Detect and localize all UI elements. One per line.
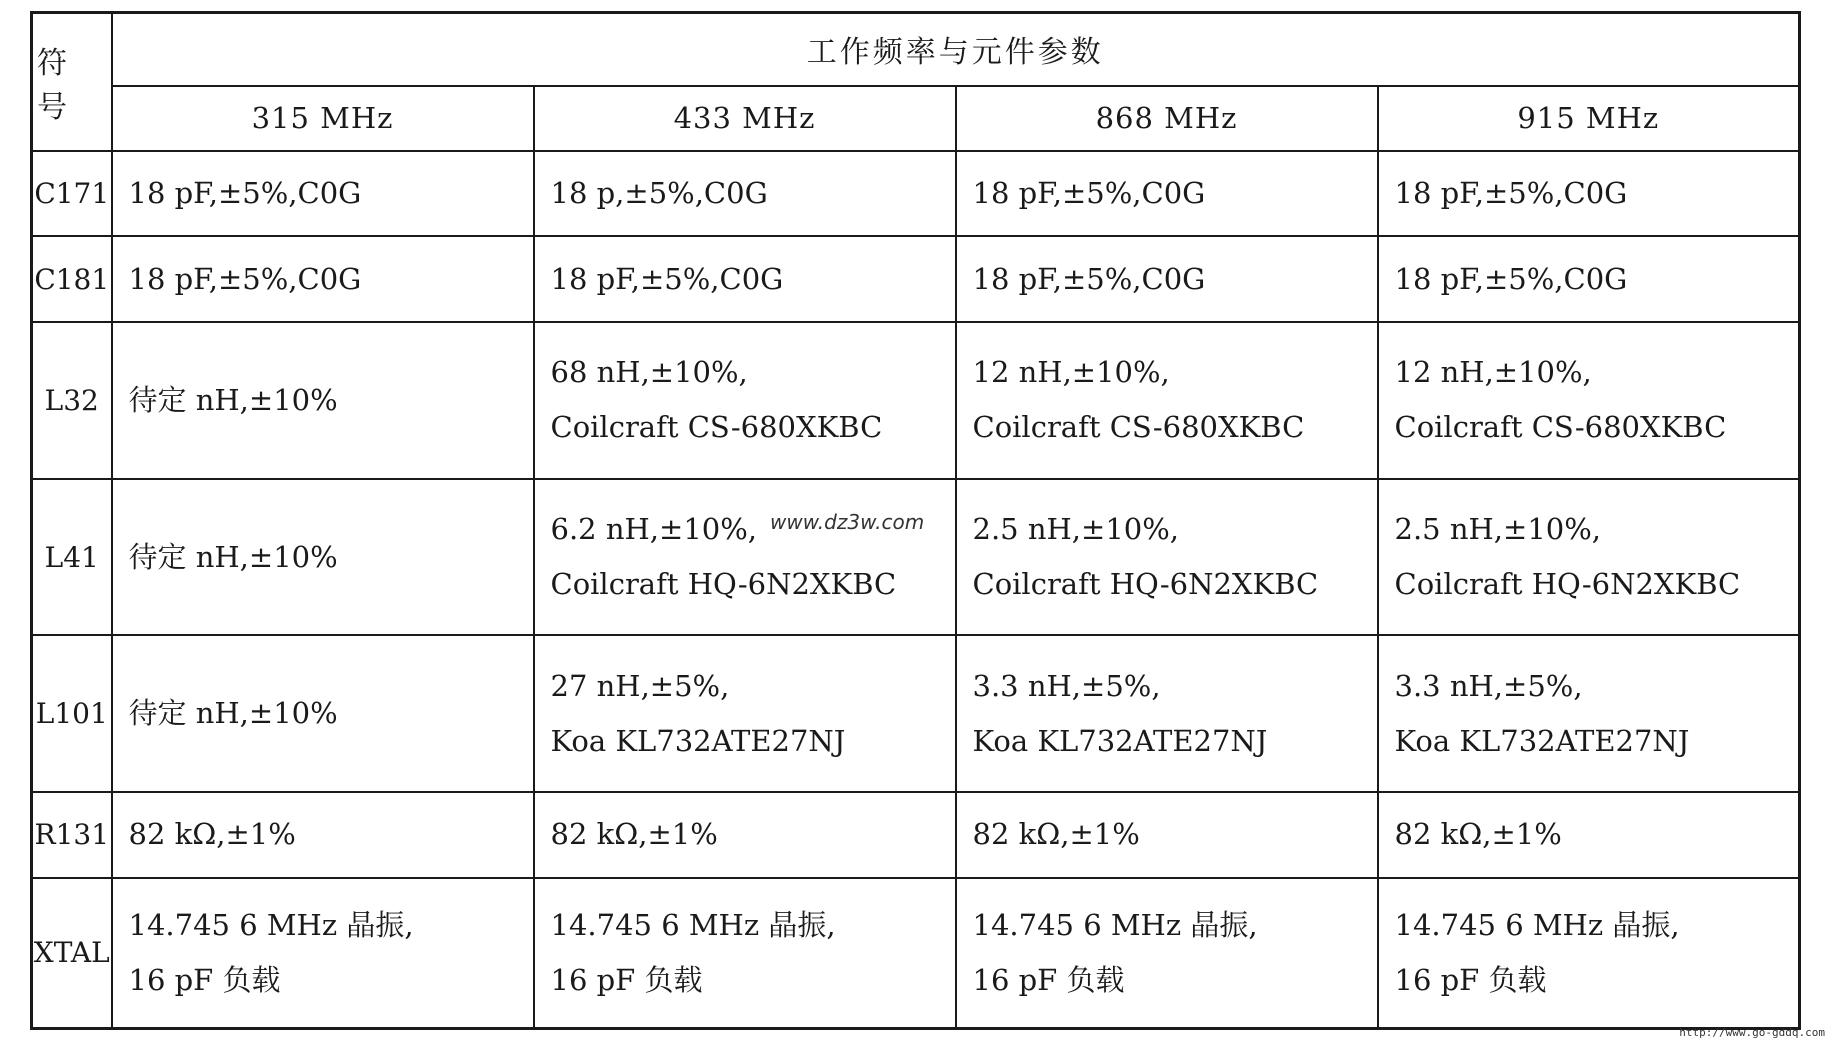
parameter-line: 18 pF,±5%,C0G xyxy=(1394,176,1628,211)
parameter-cell xyxy=(1378,479,1800,636)
parameter-cell xyxy=(956,635,1378,792)
parameter-line: 待定 nH,±10% xyxy=(128,539,338,574)
table-row xyxy=(32,151,1800,237)
parameter-cell xyxy=(112,236,534,322)
parameter-line: 18 pF,±5%,C0G xyxy=(550,261,784,296)
parameter-line: 18 pF,±5%,C0G xyxy=(128,176,362,211)
parameter-cell xyxy=(112,479,534,636)
table-title: 工作频率与元件参数 xyxy=(112,13,1800,86)
parameter-line: Coilcraft CS-680XKBC xyxy=(1394,410,1727,445)
parameter-line: 18 pF,±5%,C0G xyxy=(128,261,362,296)
header-row-frequencies xyxy=(32,86,1800,151)
parameter-line: 待定 nH,±10% xyxy=(128,382,338,417)
symbol-header: 符号 xyxy=(32,13,112,151)
parameter-cell xyxy=(534,792,956,878)
parameter-line: 18 pF,±5%,C0G xyxy=(972,176,1206,211)
parameter-line: 14.745 6 MHz 晶振, xyxy=(1394,907,1680,942)
parameter-line: 27 nH,±5%, xyxy=(550,668,730,703)
parameter-line: 6.2 nH,±10%, xyxy=(550,511,757,546)
table-row xyxy=(32,479,1800,636)
parameter-line: 14.745 6 MHz 晶振, xyxy=(128,907,414,942)
parameter-cell xyxy=(534,479,956,636)
symbol-cell: L101 xyxy=(32,635,112,792)
parameter-line: 16 pF 负载 xyxy=(1394,962,1547,997)
parameter-cell xyxy=(1378,322,1800,479)
parameter-line: 16 pF 负载 xyxy=(128,962,281,997)
parameter-line: 12 nH,±10%, xyxy=(1394,355,1592,390)
parameter-line: 2.5 nH,±10%, xyxy=(972,511,1179,546)
parameter-cell xyxy=(956,151,1378,237)
parameter-cell xyxy=(534,635,956,792)
parameter-line: Koa KL732ATE27NJ xyxy=(1394,723,1690,758)
symbol-cell: L32 xyxy=(32,322,112,479)
parameter-line: 2.5 nH,±10%, xyxy=(1394,511,1601,546)
parameter-line: 82 kΩ,±1% xyxy=(128,817,296,852)
symbol-cell: R131 xyxy=(32,792,112,878)
parameter-line: Coilcraft CS-680XKBC xyxy=(972,410,1305,445)
parameter-line: 3.3 nH,±5%, xyxy=(972,668,1161,703)
parameter-cell xyxy=(534,322,956,479)
parameter-cell xyxy=(1378,236,1800,322)
parameter-cell xyxy=(956,479,1378,636)
table-row xyxy=(32,635,1800,792)
parameter-line: 待定 nH,±10% xyxy=(128,696,338,731)
watermark-text: www.dz3w.com xyxy=(770,510,925,534)
parameter-cell xyxy=(112,322,534,479)
parameter-cell xyxy=(956,878,1378,1029)
parameter-cell xyxy=(1378,792,1800,878)
frequency-header-433: 433 MHz xyxy=(534,86,956,151)
symbol-cell: L41 xyxy=(32,479,112,636)
parameter-cell xyxy=(112,635,534,792)
symbol-cell: C171 xyxy=(32,151,112,237)
parameter-line: 82 kΩ,±1% xyxy=(550,817,718,852)
parameter-line: 12 nH,±10%, xyxy=(972,355,1170,390)
parameter-line: 16 pF 负载 xyxy=(972,962,1125,997)
parameter-line: 3.3 nH,±5%, xyxy=(1394,668,1583,703)
parameter-cell xyxy=(1378,151,1800,237)
frequency-header-315: 315 MHz xyxy=(112,86,534,151)
parameter-line: 14.745 6 MHz 晶振, xyxy=(972,907,1258,942)
parameter-cell xyxy=(534,151,956,237)
parameter-cell xyxy=(1378,878,1800,1029)
parameter-line: 18 p,±5%,C0G xyxy=(550,176,768,211)
parameter-line: Coilcraft HQ-6N2XKBC xyxy=(972,567,1319,602)
frequency-header-915: 915 MHz xyxy=(1378,86,1800,151)
parameter-cell xyxy=(534,878,956,1029)
parameter-cell xyxy=(112,792,534,878)
parameter-line: 82 kΩ,±1% xyxy=(972,817,1140,852)
parameter-line: 14.745 6 MHz 晶振, xyxy=(550,907,836,942)
parameter-line: 16 pF 负载 xyxy=(550,962,703,997)
symbol-cell: XTAL xyxy=(32,878,112,1029)
table-row xyxy=(32,792,1800,878)
parameter-line: Coilcraft HQ-6N2XKBC xyxy=(1394,567,1741,602)
parameter-cell xyxy=(956,322,1378,479)
parameter-cell xyxy=(112,878,534,1029)
header-row-title xyxy=(32,13,1800,86)
parameter-line: Koa KL732ATE27NJ xyxy=(550,723,846,758)
symbol-cell: C181 xyxy=(32,236,112,322)
parameter-line: 82 kΩ,±1% xyxy=(1394,817,1562,852)
table-row xyxy=(32,878,1800,1029)
footer-url: http://www.go-gddq.com xyxy=(1679,1026,1825,1039)
frequency-header-868: 868 MHz xyxy=(956,86,1378,151)
parameter-line: Coilcraft HQ-6N2XKBC xyxy=(550,567,897,602)
parameter-cell xyxy=(534,236,956,322)
parameter-cell xyxy=(956,792,1378,878)
table-row xyxy=(32,322,1800,479)
parameter-line: 68 nH,±10%, xyxy=(550,355,748,390)
parameter-line: Coilcraft CS-680XKBC xyxy=(550,410,883,445)
table-row xyxy=(32,236,1800,322)
parameter-line: 18 pF,±5%,C0G xyxy=(1394,261,1628,296)
parameter-cell xyxy=(956,236,1378,322)
parameter-line: Koa KL732ATE27NJ xyxy=(972,723,1268,758)
parameter-cell xyxy=(112,151,534,237)
parameter-line: 18 pF,±5%,C0G xyxy=(972,261,1206,296)
parameter-cell xyxy=(1378,635,1800,792)
